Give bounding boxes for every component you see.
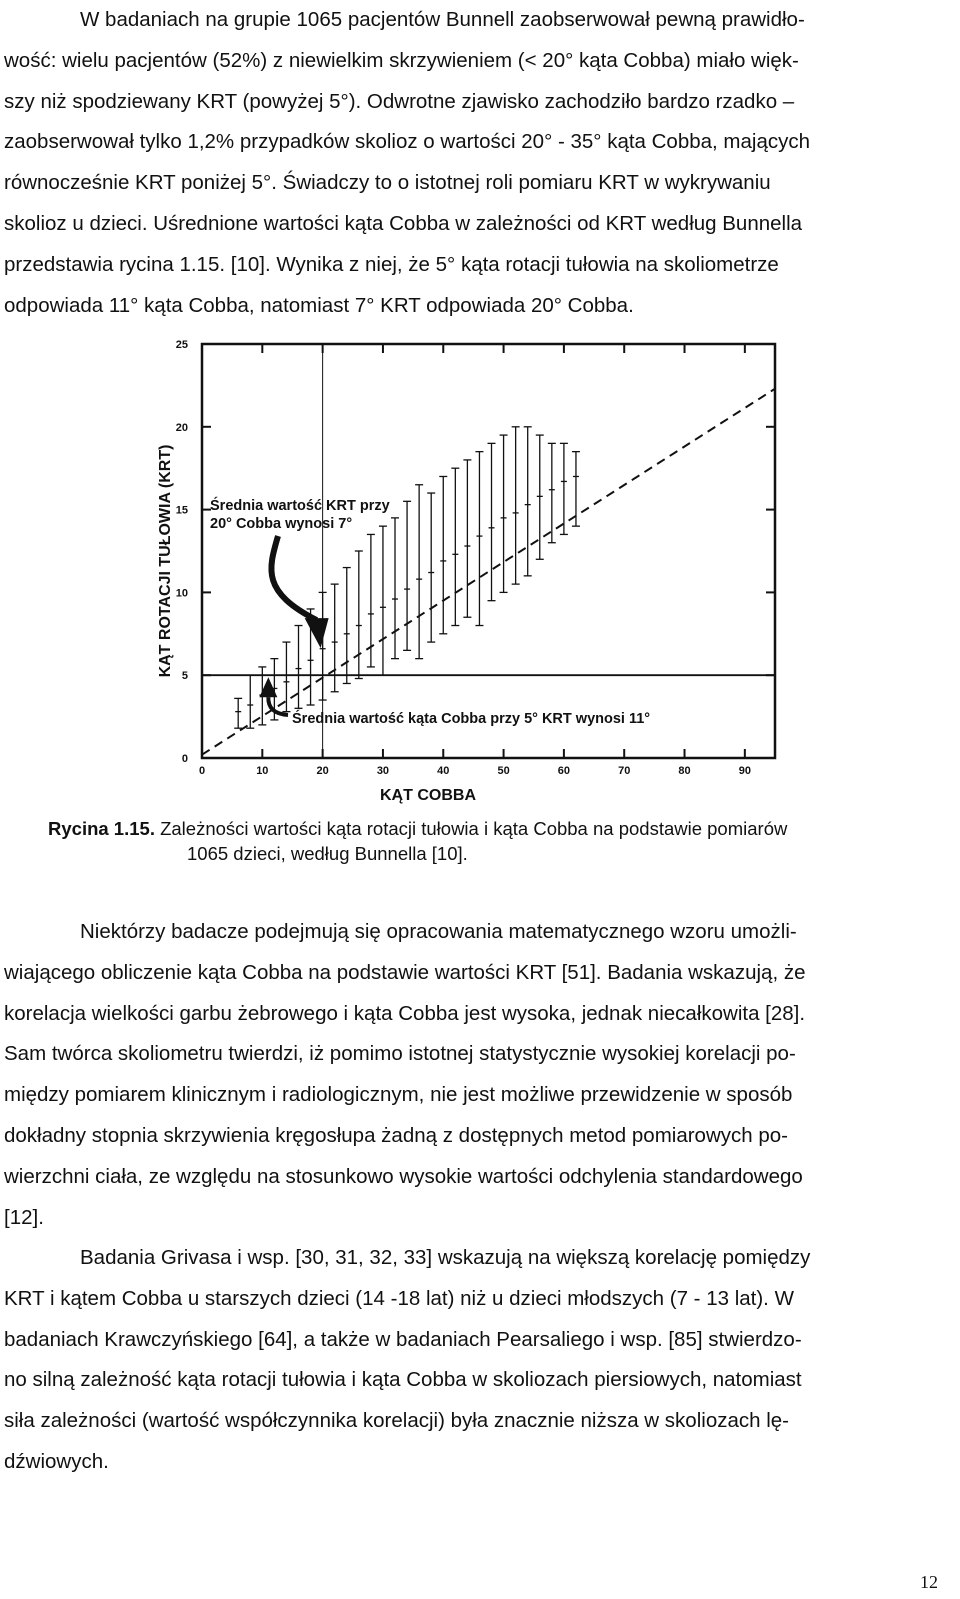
text-line: badaniach Krawczyńskiego [64], a także w badaniach Pearsaliego i wsp. [85] stwierdzo- (4, 1327, 802, 1351)
y-axis-title: KĄT ROTACJI TUŁOWIA (KRT) (157, 444, 174, 678)
x-tick-label: 40 (437, 765, 450, 777)
text-line: dźwiowych. (4, 1449, 109, 1473)
text-line: przedstawia rycina 1.15. [10]. Wynika z niej, że 5° kąta rotacji tułowia na skoliometrze (4, 252, 779, 276)
text-line: wość: wielu pacjentów (52%) z niewielkim skrzywieniem (< 20° kąta Cobba) miało więk- (4, 48, 799, 72)
x-tick-label: 90 (738, 765, 751, 777)
caption-label: Rycina 1.15. (48, 818, 155, 839)
text-line: Sam twórca skoliometru twierdzi, iż pomimo istotnej statystycznie wysokiej korelacji po- (4, 1042, 796, 1066)
text-line: między pomiarem klinicznym i radiologicznym, nie jest możliwe przewidzenie w sposób (4, 1083, 793, 1107)
figure-krt-cobba (150, 330, 790, 820)
text-line: KRT i kątem Cobba u starszych dzieci (14 -18 lat) niż u dzieci młodszych (7 - 13 lat). W (4, 1286, 794, 1310)
x-tick-label: 0 (198, 765, 206, 777)
paragraph-formula (4, 912, 924, 1238)
x-tick-label: 10 (256, 765, 269, 777)
text-line: dokładny stopnia skrzywienia kręgosłupa żadną z dostępnych metod pomiarowych po- (4, 1123, 788, 1147)
x-tick-label: 30 (376, 765, 390, 777)
annotation-krt-line: Średnia wartość KRT przy (210, 498, 390, 514)
plot-frame (202, 344, 775, 758)
text-line: no silną zależność kąta rotacji tułowia i kąta Cobba w skoliozach piersiowych, natomiast (4, 1368, 802, 1392)
figure-caption (48, 816, 928, 866)
x-tick-label: 80 (678, 765, 691, 777)
paragraph-intro (4, 0, 924, 326)
text-line: Badania Grivasa i wsp. [30, 31, 32, 33] wskazują na większą korelację pomiędzy (80, 1246, 811, 1269)
annotation-arrowhead-krt (305, 618, 329, 648)
annotation-krt-line: 20° Cobba wynosi 7° (210, 516, 353, 532)
text-line: zaobserwował tylko 1,2% przypadków skolioz o wartości 20° - 35° kąta Cobba, mających (4, 130, 811, 154)
y-tick-label: 25 (175, 339, 188, 351)
text-line: wierzchni ciała, ze względu na stosunkowo wysokie wartości odchylenia standardowego (4, 1164, 803, 1188)
y-tick-label: 0 (181, 753, 188, 765)
page-number: 12 (920, 1572, 938, 1592)
chart-svg (150, 330, 790, 820)
text-line: szy niż spodziewany KRT (powyżej 5°). Odwrotne zjawisko zachodziło bardzo rzadko – (4, 89, 795, 113)
text-line: wiającego obliczenie kąta Cobba na podstawie wartości KRT [51]. Badania wskazują, że (4, 960, 806, 984)
text-line: korelacja wielkości garbu żebrowego i kąta Cobba jest wysoka, jednak niecałkowita [28]. (4, 1001, 806, 1025)
text-line: W badaniach na grupie 1065 pacjentów Bunnell zaobserwował pewną prawidło- (80, 8, 805, 31)
paragraph-grivas (4, 1238, 924, 1483)
y-tick-label: 20 (175, 421, 188, 434)
x-axis-title: KĄT COBBA (380, 787, 476, 804)
text-line: równocześnie KRT poniżej 5°. Świadczy to o istotnej roli pomiaru KRT w wykrywaniu (4, 171, 771, 195)
annotation-arrow-krt (271, 536, 316, 620)
y-tick-label: 10 (175, 587, 188, 600)
x-tick-label: 70 (618, 765, 631, 777)
x-tick-label: 50 (497, 765, 510, 777)
annotation-cobba-line: Średnia wartość kąta Cobba przy 5° KRT wynosi 11° (292, 711, 651, 727)
caption-text-line2: 1065 dzieci, według Bunnella [10]. (187, 843, 468, 864)
text-line: siła zależności (wartość współczynnika korelacji) była znacznie niższa w skoliozach lę- (4, 1409, 789, 1433)
caption-text-line1: Zależności wartości kąta rotacji tułowia i kąta Cobba na podstawie pomiarów (160, 818, 788, 839)
text-line: [12]. (4, 1205, 44, 1229)
text-line: skolioz u dzieci. Uśrednione wartości kąta Cobba w zależności od KRT według Bunnella (4, 211, 803, 235)
x-tick-label: 60 (557, 765, 571, 777)
y-tick-label: 5 (181, 670, 188, 683)
text-line: odpowiada 11° kąta Cobba, natomiast 7° KRT odpowiada 20° Cobba. (4, 293, 634, 317)
text-line: Niektórzy badacze podejmują się opracowania matematycznego wzoru umożli- (80, 920, 797, 943)
x-tick-label: 20 (316, 765, 329, 777)
y-tick-label: 15 (175, 504, 188, 517)
